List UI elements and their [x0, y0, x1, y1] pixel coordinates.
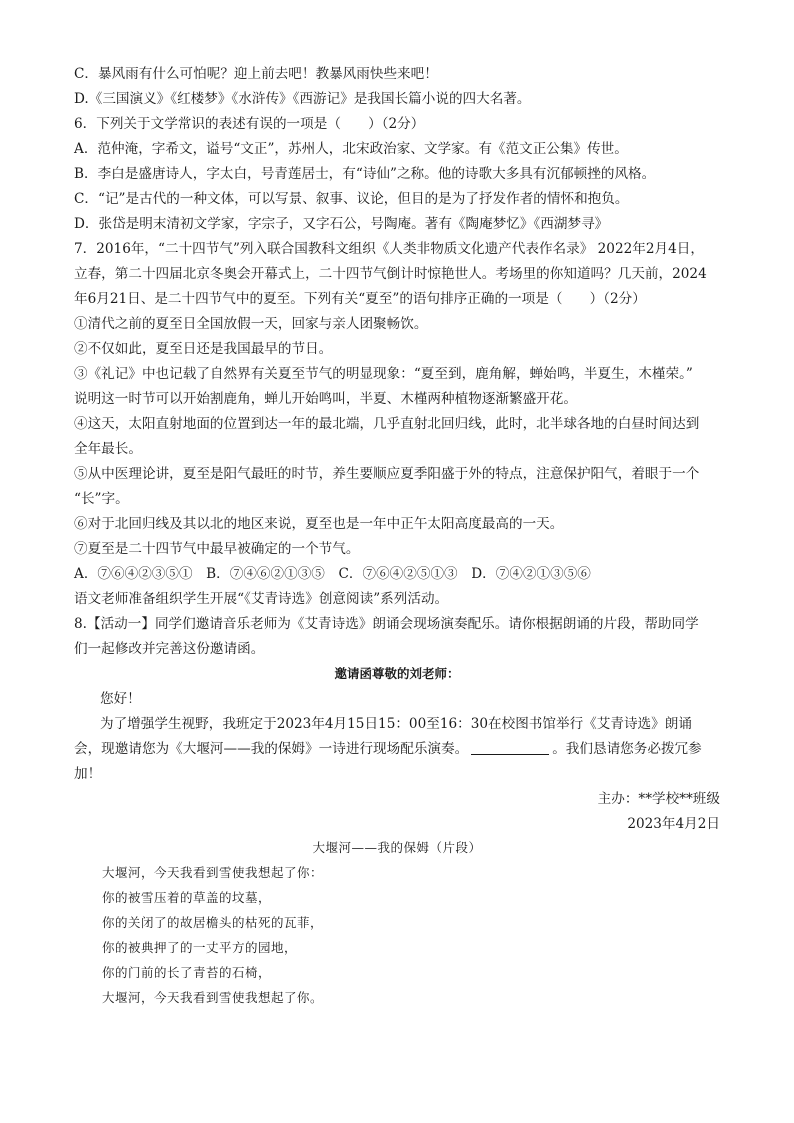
option-d-line: D.《三国演义》《红楼梦》《水浒传》《西游记》是我国长篇小说的四大名著。: [74, 91, 531, 107]
sentence-4: ④这天，太阳直射地面的位置到达一年的最北端，几乎直射北回归线，此时，北半球各地的白昼时间达到: [74, 416, 700, 432]
letter-date: 2023年4月2日: [627, 816, 720, 832]
sentence-7: ⑦夏至是二十四节气中最早被确定的一个节气。: [74, 541, 360, 557]
question-7-stem-3: 年6月21日、是二十四节气中的夏至。下列有关“夏至”的语句排序正确的一项是（ ）（2分）: [74, 291, 646, 307]
sentence-5-cont: “长”字。: [74, 491, 129, 507]
question-7-stem-1: 7．2016年，“二十四节气”列入联合国教科文组织《人类非物质文化遗产代表作名录》 2022年2月4日，: [74, 241, 704, 257]
letter-body-2-end: 。我们恳请您务必拨冗参: [552, 741, 702, 757]
sentence-4-cont: 全年最长。: [74, 441, 142, 457]
question-8-stem-2: 们一起修改并完善这份邀请函。: [74, 641, 265, 657]
q7-options: A．⑦⑥④②③⑤① B．⑦④⑥②①③⑤ C．⑦⑥④②⑤①③ D．⑦④②①③⑤⑥: [74, 566, 591, 582]
poem-line: 你的被雪压着的草盖的坟墓，: [102, 890, 272, 905]
letter-body-2: [74, 739, 702, 759]
sentence-3-cont: 说明这一时节可以开始割鹿角，蝉儿开始鸣叫，半夏、木槿两种植物逐渐繁盛开花。: [74, 391, 577, 407]
letter-body-2-start: 会，现邀请您为《大堰河——我的保姆》一诗进行现场配乐演奏。: [74, 741, 469, 757]
poem-line: 大堰河，今天我看到雪使我想起了你：: [102, 865, 324, 880]
letter-greeting: 您好！: [100, 691, 141, 707]
sentence-2: ②不仅如此，夏至日还是我国最早的节日。: [74, 341, 333, 357]
poem-line: 你的被典押了的一丈平方的园地，: [102, 940, 298, 955]
q6-option-a: A．范仲淹，字希文，谥号“文正”，苏州人，北宋政治家、文学家。有《范文正公集》传世。: [74, 141, 628, 157]
option-c-line: C．暴风雨有什么可怕呢？迎上前去吧！教暴风雨快些来吧！: [74, 66, 438, 82]
answer-blank[interactable]: [471, 740, 549, 755]
activity-intro: 语文老师准备组织学生开展“《艾青诗选》创意阅读”系列活动。: [74, 591, 449, 607]
letter-heading: 邀请函尊敬的刘老师：: [334, 666, 460, 681]
q6-option-c: C．“记”是古代的一种文体，可以写景、叙事、议论，但目的是为了抒发作者的情怀和抱负。: [74, 191, 629, 207]
question-6-stem: 6．下列关于文学常识的表述有误的一项是（ ）（2分）: [74, 116, 425, 132]
question-8-stem-1: 8.【活动一】同学们邀请音乐老师为《艾青诗选》朗诵会现场演奏配乐。请你根据朗诵的片段，帮助同学: [74, 616, 699, 632]
sentence-6: ⑥对于北回归线及其以北的地区来说，夏至也是一年中正午太阳高度最高的一天。: [74, 516, 564, 532]
sentence-5: ⑤从中医理论讲，夏至是阳气最旺的时节，养生要顺应夏季阳盛于外的特点，注意保护阳气，着眼于一个: [74, 466, 700, 482]
q6-option-d: D．张岱是明末清初文学家，字宗子，又字石公，号陶庵。著有《陶庵梦忆》《西湖梦寻》: [74, 216, 609, 232]
poem-line: 你的门前的长了青苔的石椅，: [102, 965, 272, 980]
sentence-3: ③《礼记》中也记载了自然界有关夏至节气的明显现象：“夏至到，鹿角解，蝉始鸣，半夏生，木槿荣。”: [74, 366, 693, 382]
letter-organizer: 主办：**学校**班级: [597, 791, 720, 807]
poem-line: 大堰河，今天我看到雪使我想起了你。: [102, 990, 324, 1005]
question-7-stem-2: 立春，第二十四届北京冬奥会开幕式上，二十四节气倒计时惊艳世人。考场里的你知道吗？几天前，2024: [74, 266, 707, 282]
sentence-1: ①清代之前的夏至日全国放假一天，回家与亲人团聚畅饮。: [74, 316, 428, 332]
poem-title: 大堰河——我的保姆（片段）: [312, 840, 482, 855]
letter-body-3: 加！: [74, 766, 102, 782]
poem-line: 你的关闭了的故居檐头的枯死的瓦菲，: [102, 915, 324, 930]
letter-body-1: 为了增强学生视野，我班定于2023年4月15日15：00至16：30在校图书馆举行《艾青诗选》朗诵: [100, 716, 692, 732]
q6-option-b: B．李白是盛唐诗人，字太白，号青莲居士，有“诗仙”之称。他的诗歌大多具有沉郁顿挫的风格。: [74, 166, 656, 182]
